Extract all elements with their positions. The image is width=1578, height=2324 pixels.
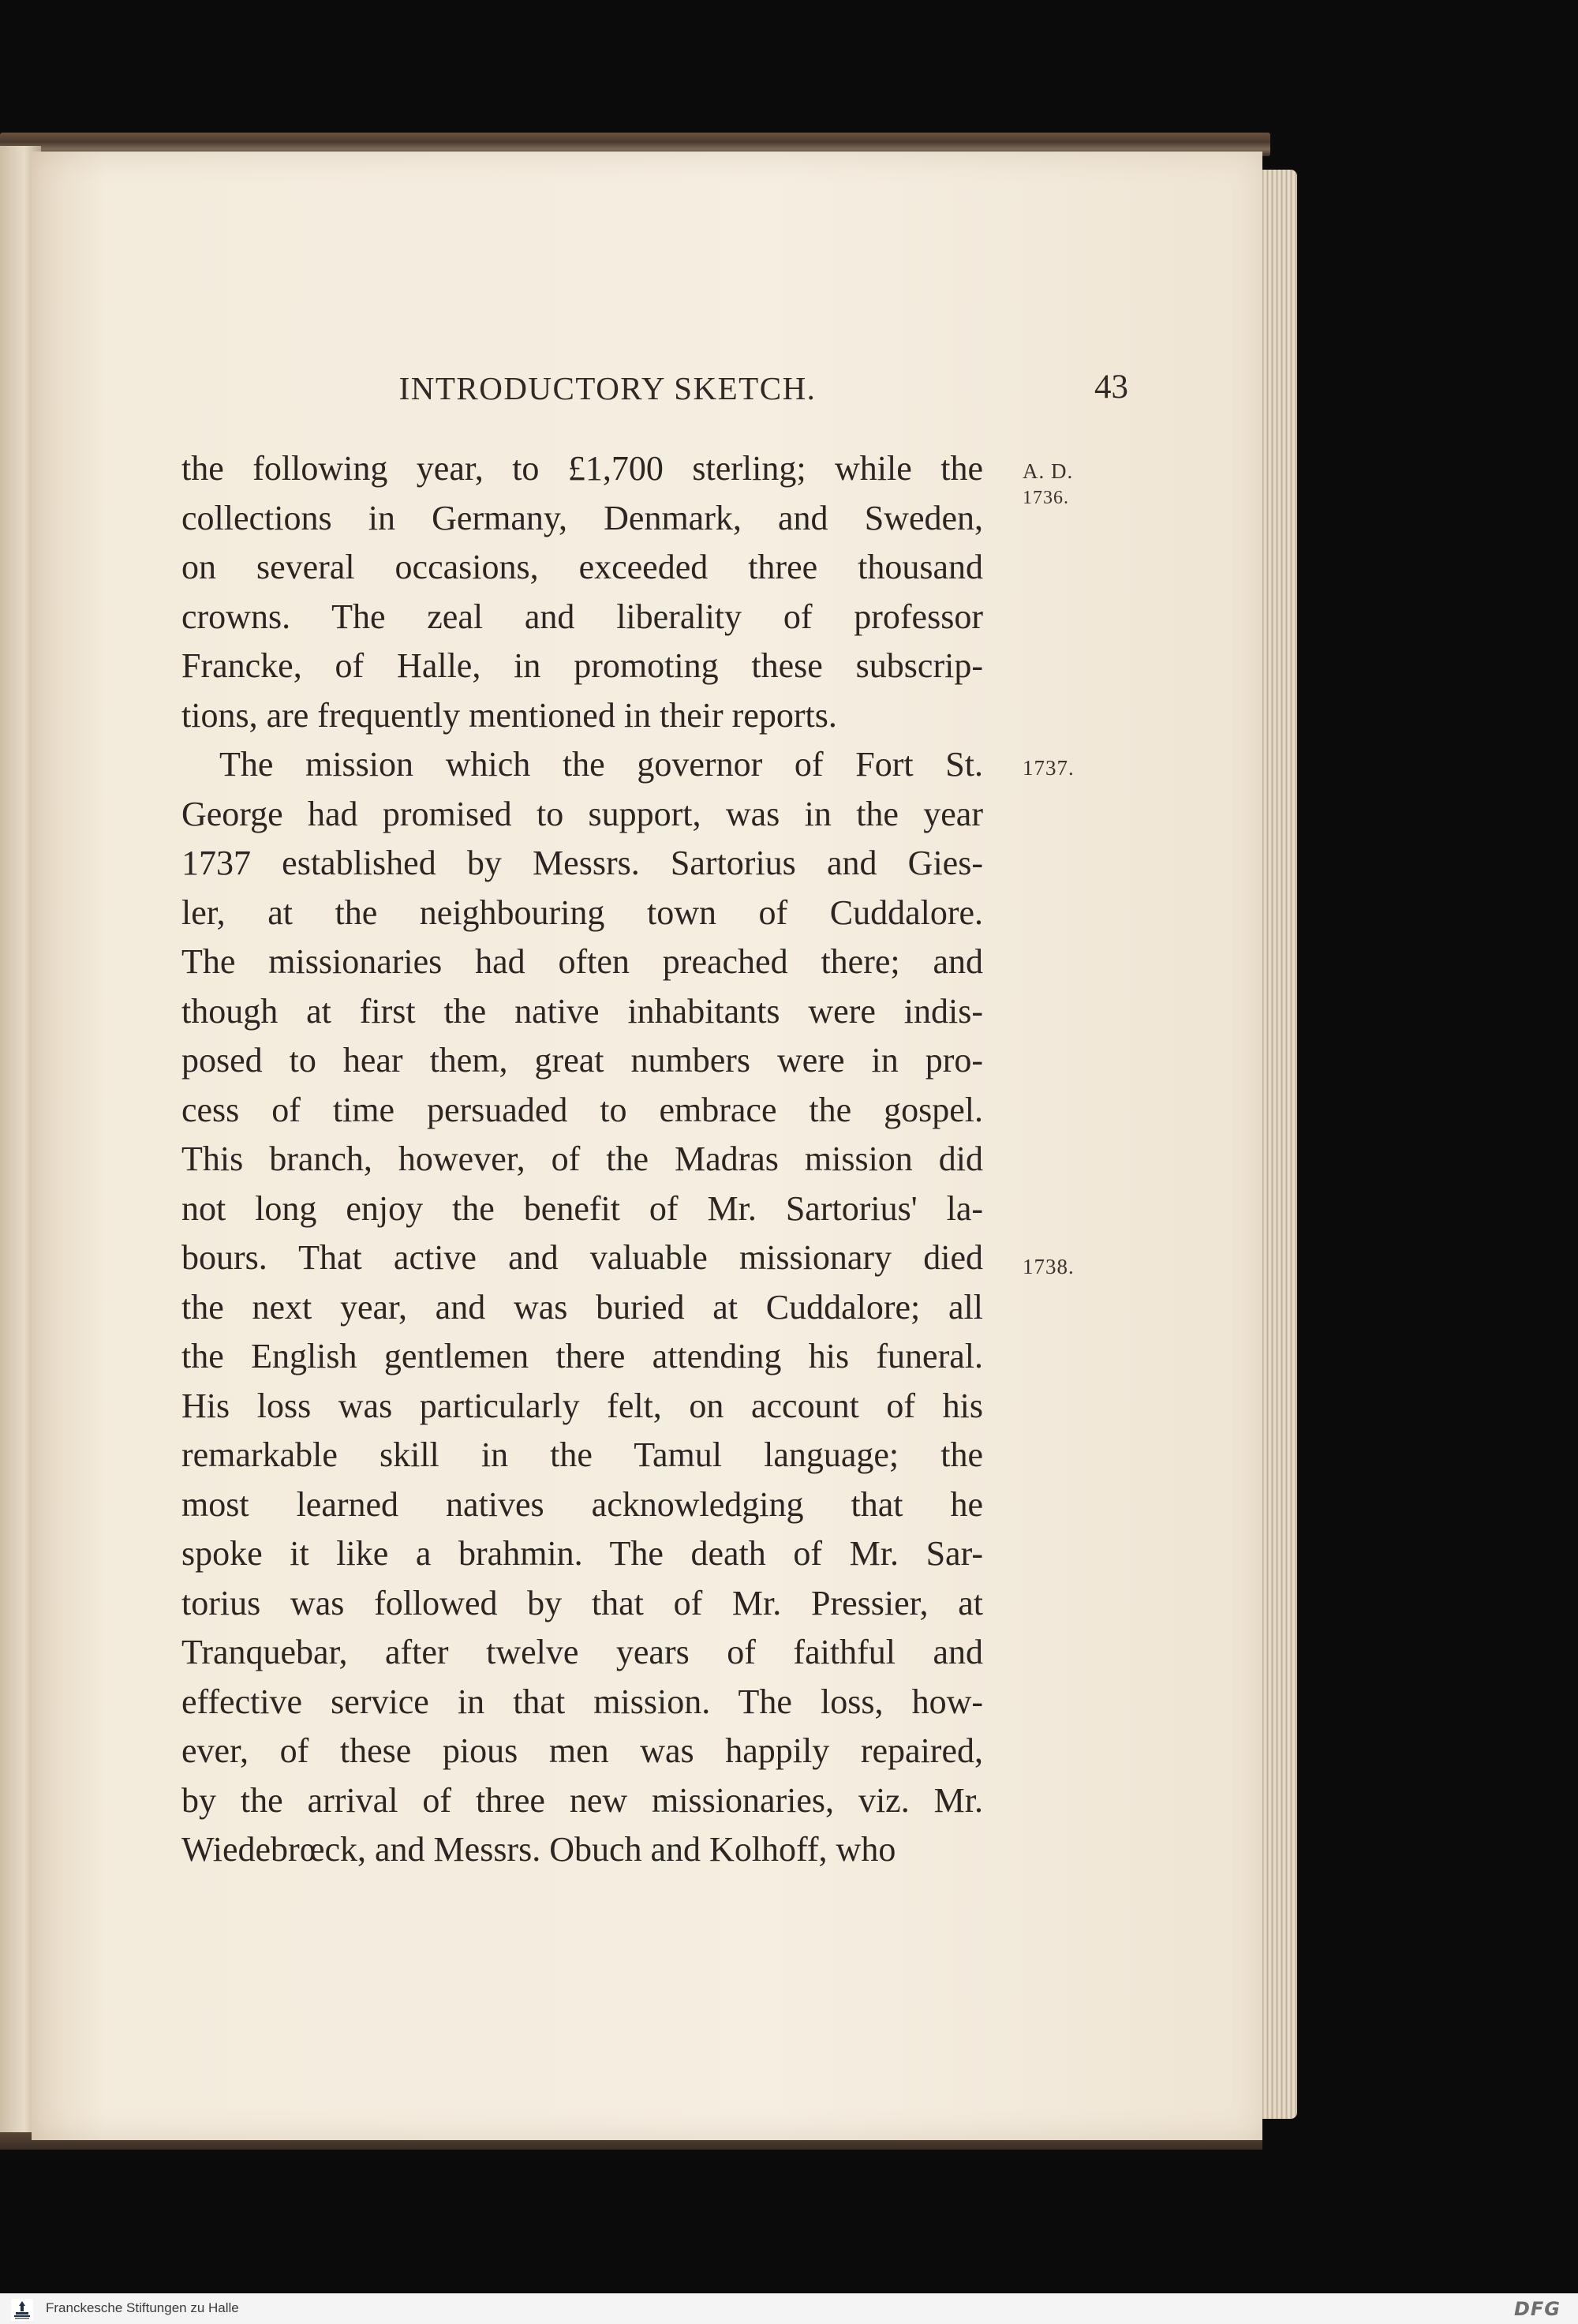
text-line: effective service in that mission. The loss, how-: [181, 1682, 983, 1721]
text-line: by the arrival of three new missionaries, viz. Mr.: [181, 1780, 983, 1820]
text-line: ever, of these pious men was happily repaired,: [181, 1731, 983, 1770]
text-line: on several occasions, exceeded three thousand: [181, 548, 983, 586]
institution-name: Franckesche Stiftungen zu Halle: [46, 2300, 239, 2315]
text-line: not long enjoy the benefit of Mr. Sartorius' la-: [181, 1188, 983, 1228]
text-line: cess of time persuaded to embrace the gospel.: [181, 1090, 983, 1129]
text-line: the following year, to £1,700 sterling; while the: [181, 449, 983, 488]
text-line: torius was followed by that of Mr. Pressier, at: [181, 1583, 983, 1622]
body-text: [181, 444, 983, 1875]
dfg-logo: DFG: [1513, 2298, 1561, 2320]
margin-note-year: 1736.: [1023, 488, 1069, 508]
text-line: 1737 established by Messrs. Sartorius and Gies-: [181, 844, 983, 882]
text-line: remarkable skill in the Tamul language; the: [181, 1435, 983, 1474]
text-line: collections in Germany, Denmark, and Sweden,: [181, 498, 983, 537]
text-line: spoke it like a brahmin. The death of Mr. Sar-: [181, 1534, 983, 1573]
text-line: posed to hear them, great numbers were in pro-: [181, 1041, 983, 1080]
margin-note-era: A. D.: [1023, 459, 1074, 483]
text-line: tions, are frequently mentioned in their reports.: [181, 695, 837, 735]
margin-note-year: 1738.: [1023, 1255, 1075, 1278]
text-line: Francke, of Halle, in promoting these subscrip-: [181, 646, 983, 685]
text-line: His loss was particularly felt, on account of his: [181, 1386, 983, 1425]
text-line: most learned natives acknowledging that he: [181, 1484, 983, 1524]
foundation-logo-icon: [11, 2299, 33, 2321]
text-line: the English gentlemen there attending his funeral.: [181, 1337, 983, 1375]
text-line: the next year, and was buried at Cuddalore; all: [181, 1287, 983, 1327]
page-number: 43: [1094, 369, 1128, 406]
text-line: The mission which the governor of Fort St.: [219, 745, 983, 784]
margin-note-year: 1737.: [1023, 756, 1075, 780]
text-line: bours. That active and valuable missionary died: [181, 1238, 983, 1277]
viewer-footer: [0, 2293, 1578, 2324]
text-line: ler, at the neighbouring town of Cuddalore.: [181, 893, 983, 932]
text-line: though at first the native inhabitants were indis-: [181, 991, 983, 1031]
running-title: INTRODUCTORY SKETCH.: [398, 370, 817, 406]
text-line: Wiedebrœck, and Messrs. Obuch and Kolhoff, who: [181, 1830, 896, 1869]
text-line: crowns. The zeal and liberality of professor: [181, 597, 983, 636]
text-line: This branch, however, of the Madras mission did: [181, 1140, 983, 1178]
text-line: Tranquebar, after twelve years of faithful and: [181, 1633, 983, 1671]
text-line: George had promised to support, was in the year: [181, 794, 983, 833]
text-line: The missionaries had often preached there; and: [181, 942, 983, 981]
